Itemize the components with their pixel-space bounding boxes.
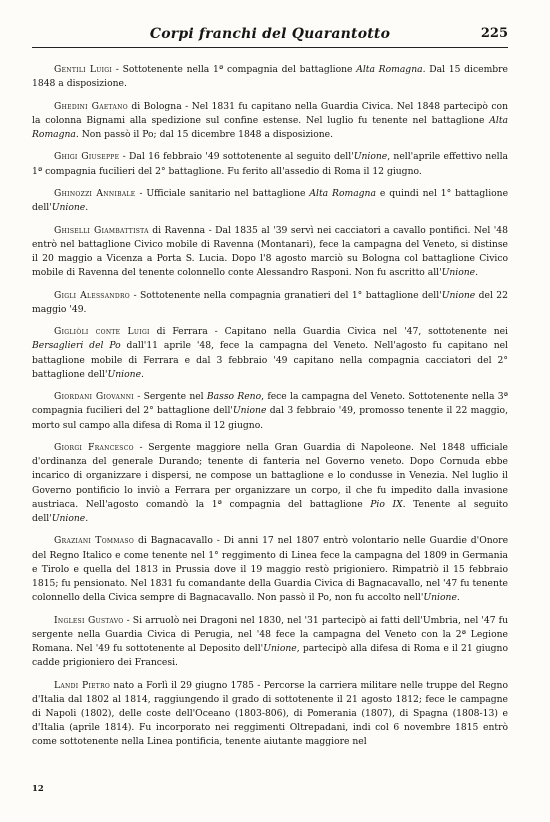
entry-text: . [475, 267, 479, 279]
entry-text: di Bologna - Nel 1831 fu capitano nella Guardia Civica. Nel 1848 partecipò con la colonna Bignami alla spedizione sul confine estense. Nel luglio fu tenente nel battaglione [32, 100, 508, 126]
entry-text: - Sottotenente nella compagnia granatieri del 1° battaglione dell' [130, 289, 442, 301]
entry-italic-text: Unione [441, 289, 476, 301]
biography-entry [32, 679, 508, 750]
entry-text: di Bagnacavallo - Di anni 17 nel 1807 entrò volontario nelle Guardie d'Onore del Regno Italico e come tenente nel 1° reggimento di Linea fece la campagna del 1809 in Germania e Tirolo e quella del 1813 in Prussia dove il 19 maggio restò prigioniero. Rimpatriò il 15 febbraio 1815; fu pensionato. Nel 1831 fu comandante della Guardia Civica di Bagnacavallo, nel '47 fu tenente colonnello della Civica sempre di Bagnacavallo. Non passò il Po, non fu accolto nell' [32, 535, 509, 604]
entry-text: . [85, 202, 89, 214]
biography-entry [32, 325, 508, 382]
biography-entry [32, 187, 508, 215]
entry-text: . [85, 512, 89, 524]
entry-text: . Dal 15 dicembre 1848 a disposizione. [32, 64, 508, 90]
entry-italic-text: Unione [107, 368, 141, 380]
signature-mark: 12 [32, 784, 44, 794]
biography-entry [32, 63, 508, 91]
entry-italic-text: Alta Romagna [309, 187, 376, 199]
entry-text: , partecipò alla difesa di Roma e il 21 giugno cadde prigioniero dei Francesi. [32, 642, 508, 669]
entry-name: Inglesi Gustavo [54, 614, 124, 626]
page-number: 225 [480, 26, 508, 41]
entry-text: del 22 maggio '49. [32, 289, 508, 315]
entry-text: - Ufficiale sanitario nel battaglione [135, 187, 310, 199]
biography-entry [32, 224, 508, 281]
entry-name: Ghiselli Giambattista [54, 224, 149, 236]
entry-italic-text: Unione [232, 405, 267, 417]
entry-italic-text: Alta Romagna [356, 64, 423, 75]
biography-entry [32, 100, 508, 143]
running-title: Corpi franchi del Quarantotto [149, 26, 391, 42]
entry-text: dal 3 febbraio '49, promosso tenente il 22 maggio, morto sul campo alla difesa di Roma il 12 giugno. [32, 405, 509, 431]
entry-name: Gentili Luigi [54, 64, 113, 75]
entry-text: - Si arruolò nei Dragoni nel 1830, nel '31 partecipò ai fatti dell'Umbria, nel '47 fu sergente nella Guardia Civica di Perugia, nel '48 fece la campagna del Veneto con la 2ª Legione Romana. Nel '49 fu sottotenente al Deposito dell' [32, 614, 508, 654]
entry-text: e quindi nel 1° battaglione dell' [32, 187, 509, 214]
biography-entry [32, 534, 508, 605]
entry-italic-text: Unione [423, 592, 457, 604]
entry-text: . [141, 368, 144, 380]
entry-name: Gigli Alessandro [54, 289, 131, 301]
entry-text: - Sergente nel [133, 391, 207, 403]
biography-entry [32, 441, 508, 526]
entry-text: di Ravenna - Dal 1835 al '39 servì nei cacciatori a cavallo pontifici. Nel '48 entrò nel battaglione Civico mobile di Ravenna (Montanari), fece la campagna del Veneto, si distinse il 20 maggio a Vicenza a Porta S. Lucia. Dopo l'8 agosto marciò su Bologna col battaglione Civico mobile di Ravenna del tenente colonnello conte Alessandro Rasponi. Non fu ascritto all' [32, 224, 508, 279]
entry-italic-text: Basso Reno [206, 391, 262, 403]
entry-name: Landi Pietro [54, 679, 111, 691]
entry-italic-text: Alta Romagna [32, 114, 508, 140]
entry-text: . [456, 592, 460, 604]
entry-text: - Dal 16 febbraio '49 sottotenente al seguito dell' [119, 151, 354, 163]
header-rule [32, 47, 508, 48]
biography-entry [32, 390, 508, 433]
entry-name: Graziani Tommaso [54, 535, 135, 547]
entry-italic-text: Pio IX [370, 498, 403, 510]
entry-text: nato a Forlì il 29 giugno 1785 - Percorse la carriera militare nelle truppe del Regno d'Italia dal 1802 al 1814, raggiungendo il grado di sottotenente il 21 agosto 1812; fece le campagne di Napoli (1802), delle coste dell'Oceano (1803-806), di Pomerania (1807), di Spagna (1808-13) e d'Italia (aprile 1814). Fu incorporato nei reggimenti Oltrepadani, indi col 6 novembre 1815 entrò come sottotenente nella Linea pontificia, tenente aiutante maggiore nel [32, 679, 508, 748]
entry-name: Ghinozzi Annibale [54, 187, 136, 199]
entry-name: Giorgi Francesco [54, 441, 134, 453]
entry-text: , nell'aprile effettivo nella 1ª compagnia fucilieri del 2° battaglione. Fu ferito all'assedio di Roma il 12 giugno. [32, 151, 508, 177]
entry-name: Giordani Giovanni [54, 391, 134, 403]
entry-italic-text: Unione [51, 512, 86, 524]
biography-entry [32, 614, 508, 671]
entry-name: Ghedini Gaetano [54, 100, 128, 112]
biography-entry [32, 150, 508, 178]
entries-list [32, 63, 508, 758]
entry-italic-text: Unione [263, 642, 297, 654]
page-header [32, 26, 508, 48]
entry-text: dall'11 aprile '48, fece la campagna del Veneto. Nell'agosto fu capitano nel battaglione mobile di Ferrara e dal 3 febbraio '49 capitano nella compagnia cacciatori del 2° battaglione dell' [32, 340, 508, 380]
biography-entry [32, 289, 508, 317]
entry-text: , fece la campagna del Veneto. Sottotenente nella 3ª compagnia fucilieri del 2° battaglione dell' [32, 391, 508, 417]
entry-text: . Tenente al seguito dell' [32, 498, 508, 524]
entry-text: - Sergente maggiore nella Gran Guardia di Napoleone. Nel 1848 ufficiale d'ordinanza del generale Durando; tenente di fanteria nel Governo veneto. Dopo Cornuda ebbe incarico di organizzare i dispersi, ne compose un battaglione e lo condusse in Venezia. Nel luglio il Governo pontificio lo inviò a Ferrara per organizzare un corpo, il che fu impedito dalla invasione austriaca. Nell'agosto comandò la 1ª compagnia del battaglione [32, 441, 508, 510]
entry-name: Gigliòli conte Luigi [54, 326, 150, 338]
entry-name: Ghigi Giuseppe [54, 151, 120, 163]
entry-italic-text: Unione [51, 202, 86, 214]
entry-italic-text: Unione [353, 151, 388, 163]
entry-text: - Sottotenente nella 1ª compagnia del battaglione [112, 64, 357, 75]
entry-text: . Non passò il Po; dal 15 dicembre 1848 a disposizione. [75, 129, 334, 140]
entry-text: di Ferrara - Capitano nella Guardia Civica nel '47, sottotenente nei [149, 326, 508, 338]
entry-italic-text: Unione [441, 267, 476, 279]
entry-italic-text: Bersaglieri del Po [32, 340, 121, 352]
